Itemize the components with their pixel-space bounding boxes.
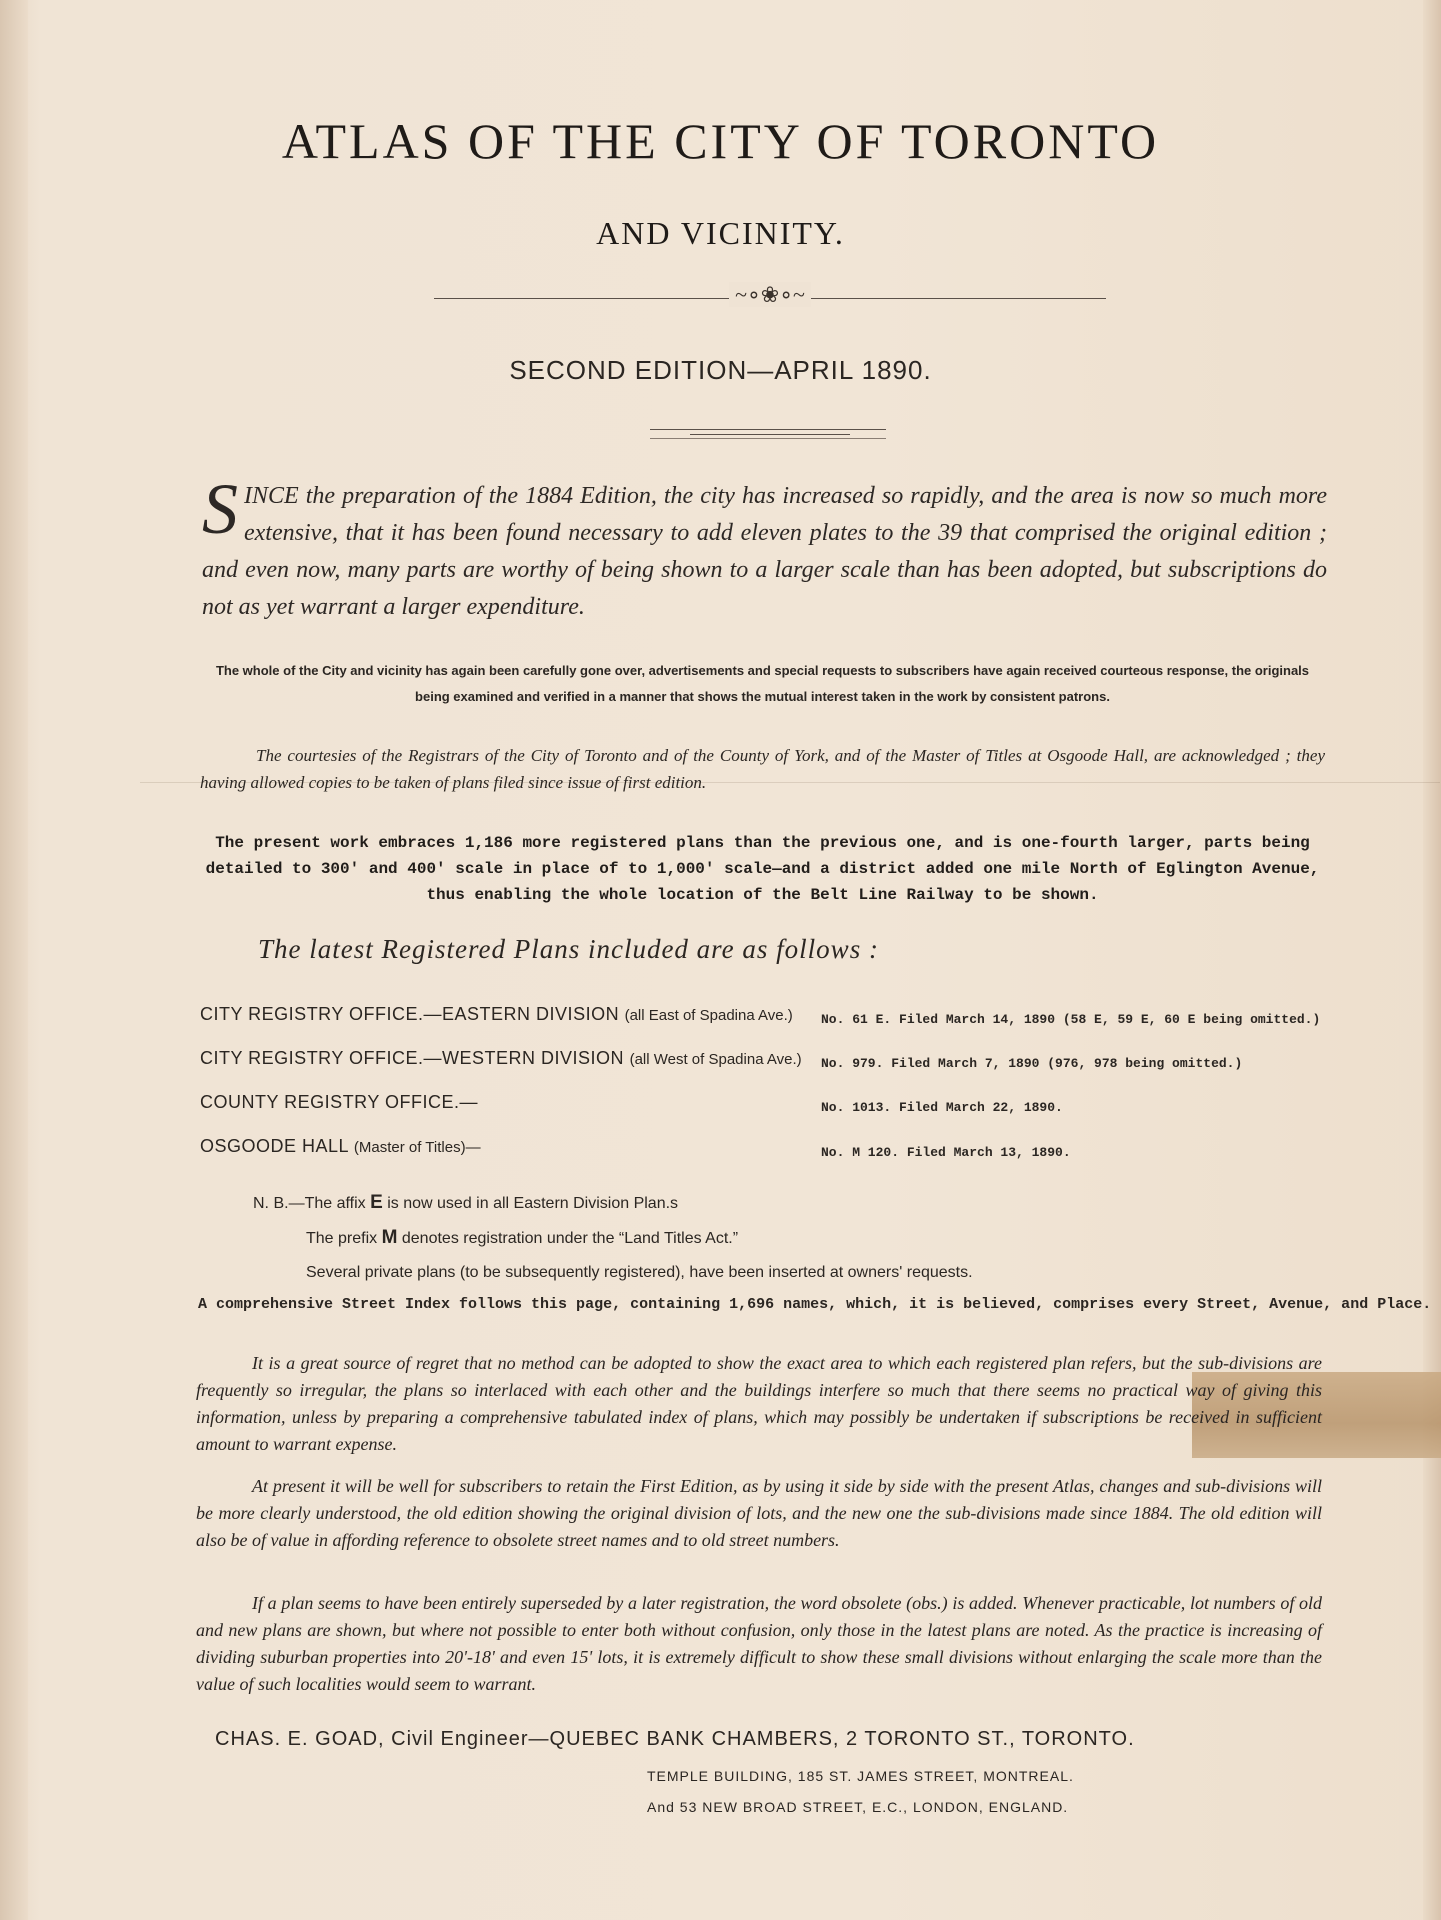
divider-rule-top <box>650 429 886 430</box>
ornament-icon: ~∘❀∘~ <box>680 282 860 312</box>
registry-info: No. 1013. Filed March 22, 1890. <box>821 1100 1063 1115</box>
street-index-line: A comprehensive Street Index follows this page, containing 1,696 names, which, it is believed, comprises every Street, Avenue, and Place. <box>198 1296 1432 1313</box>
footer-address-london: And 53 NEW BROAD STREET, E.C., LONDON, ENGLAND. <box>647 1799 1069 1815</box>
page-subtitle: AND VICINITY. <box>596 215 845 251</box>
registry-sub: (all West of Spadina Ave.) <box>629 1051 802 1068</box>
note-prefix-lead: The prefix <box>306 1230 378 1247</box>
registry-info: No. 61 E. Filed March 14, 1890 (58 E, 59 E, 60 E being omitted.) <box>821 1012 1321 1027</box>
divider-rule-middle <box>690 434 850 435</box>
page-title: ATLAS OF THE CITY OF TORONTO <box>281 113 1160 169</box>
registry-name: CITY REGISTRY OFFICE.—EASTERN DIVISION <box>200 1004 620 1024</box>
registry-name: CITY REGISTRY OFFICE.—WESTERN DIVISION <box>200 1048 625 1068</box>
registry-name: OSGOODE HALL <box>200 1136 349 1156</box>
intro-text: INCE the preparation of the 1884 Edition, the city has increased so rapidly, and the area is now so much more extensive, that it has been found necessary to add eleven plates to the 39 that comprised the original edition ; and even now, many parts are worthy of being shown to a larger scale than has been adopted, but subscriptions do not as yet warrant a larger expenditure. <box>202 483 1327 620</box>
edition-line: SECOND EDITION—APRIL 1890. <box>509 355 932 385</box>
drop-cap: S <box>202 469 238 549</box>
note-private-plans: Several private plans (to be subsequently registered), have been inserted at owners' requests. <box>306 1264 973 1281</box>
registry-label <box>200 1048 802 1069</box>
note-affix <box>253 1192 678 1214</box>
divider-rule-bottom <box>650 438 886 439</box>
note-prefix-letter: M <box>381 1227 398 1248</box>
registry-info: No. 979. Filed March 7, 1890 (976, 978 being omitted.) <box>821 1056 1243 1071</box>
latest-plans-heading: The latest Registered Plans included are as follows : <box>258 934 879 964</box>
registry-sub: (all East of Spadina Ave.) <box>624 1007 793 1024</box>
note-prefix <box>306 1227 738 1249</box>
registry-label <box>200 1004 793 1025</box>
note-affix-rest: is now used in all Eastern Division Plan.s <box>387 1195 679 1212</box>
paper-right-edge <box>1423 0 1441 1920</box>
footer-address-toronto: CHAS. E. GOAD, Civil Engineer—QUEBEC BANK CHAMBERS, 2 TORONTO ST., TORONTO. <box>215 1728 1135 1750</box>
registry-sub: (Master of Titles)— <box>353 1139 481 1156</box>
registry-label <box>200 1136 481 1157</box>
note-affix-prefix: N. B.—The affix <box>253 1195 366 1212</box>
footer-address-montreal: TEMPLE BUILDING, 185 ST. JAMES STREET, MONTREAL. <box>647 1768 1074 1784</box>
paper-left-edge <box>0 0 28 1920</box>
note-affix-letter: E <box>370 1192 383 1213</box>
registry-info: No. M 120. Filed March 13, 1890. <box>821 1145 1071 1160</box>
paragraph-obsolete: If a plan seems to have been entirely superseded by a later registration, the word obsolete (obs.) is added. Whenever practicable, lot numbers of old and new plans are shown, but where not possible to enter both without confusion, only those in the latest plans are noted. As the practice is increasing of dividing suburban properties into 20'-18' and even 15' lots, it is extremely difficult to show these small divisions without enlarging the scale more than the value of such localities would seem to warrant. <box>196 1593 1322 1694</box>
intro-paragraph <box>202 469 1327 626</box>
paragraph-courtesies: The courtesies of the Registrars of the City of Toronto and of the County of York, and of the Master of Titles at Osgoode Hall, are acknowledged ; they having allowed copies to be taken of plans filed since issue of first edition. <box>200 746 1325 792</box>
registry-label <box>200 1092 478 1113</box>
note-prefix-rest: denotes registration under the “Land Titles Act.” <box>401 1230 739 1247</box>
paragraph-first-edition: At present it will be well for subscribers to retain the First Edition, as by using it side by side with the present Atlas, changes and sub-divisions will be more clearly understood, the old edition showing the original division of lots, and the new one the sub-divisions made since 1884. The old edition will also be of value in affording reference to obsolete street names and to old street numbers. <box>196 1476 1322 1550</box>
paragraph-present-work: The present work embraces 1,186 more registered plans than the previous one, and is one-fourth larger, parts being detailed to 300' and 400' scale in place of to 1,000' scale—and a district added one mile North of Eglington Avenue, thus enabling the whole location of the Belt Line Railway to be shown. <box>205 834 1320 904</box>
paragraph-whole-city: The whole of the City and vicinity has again been carefully gone over, advertisements and special requests to subscribers have again received courteous response, the originals being examined and verified in a manner that shows the mutual interest taken in the work by consistent patrons. <box>215 663 1310 704</box>
paragraph-regret: It is a great source of regret that no method can be adopted to show the exact area to which each registered plan refers, but the sub-divisions are frequently so irregular, the plans so interlaced with each other and the buildings interfere so much that there seems no practical way of giving this information, unless by preparing a comprehensive tabulated index of plans, which may possibly be undertaken if subscriptions be received in sufficient amount to warrant expense. <box>196 1353 1322 1454</box>
registry-name: COUNTY REGISTRY OFFICE.— <box>200 1092 479 1112</box>
